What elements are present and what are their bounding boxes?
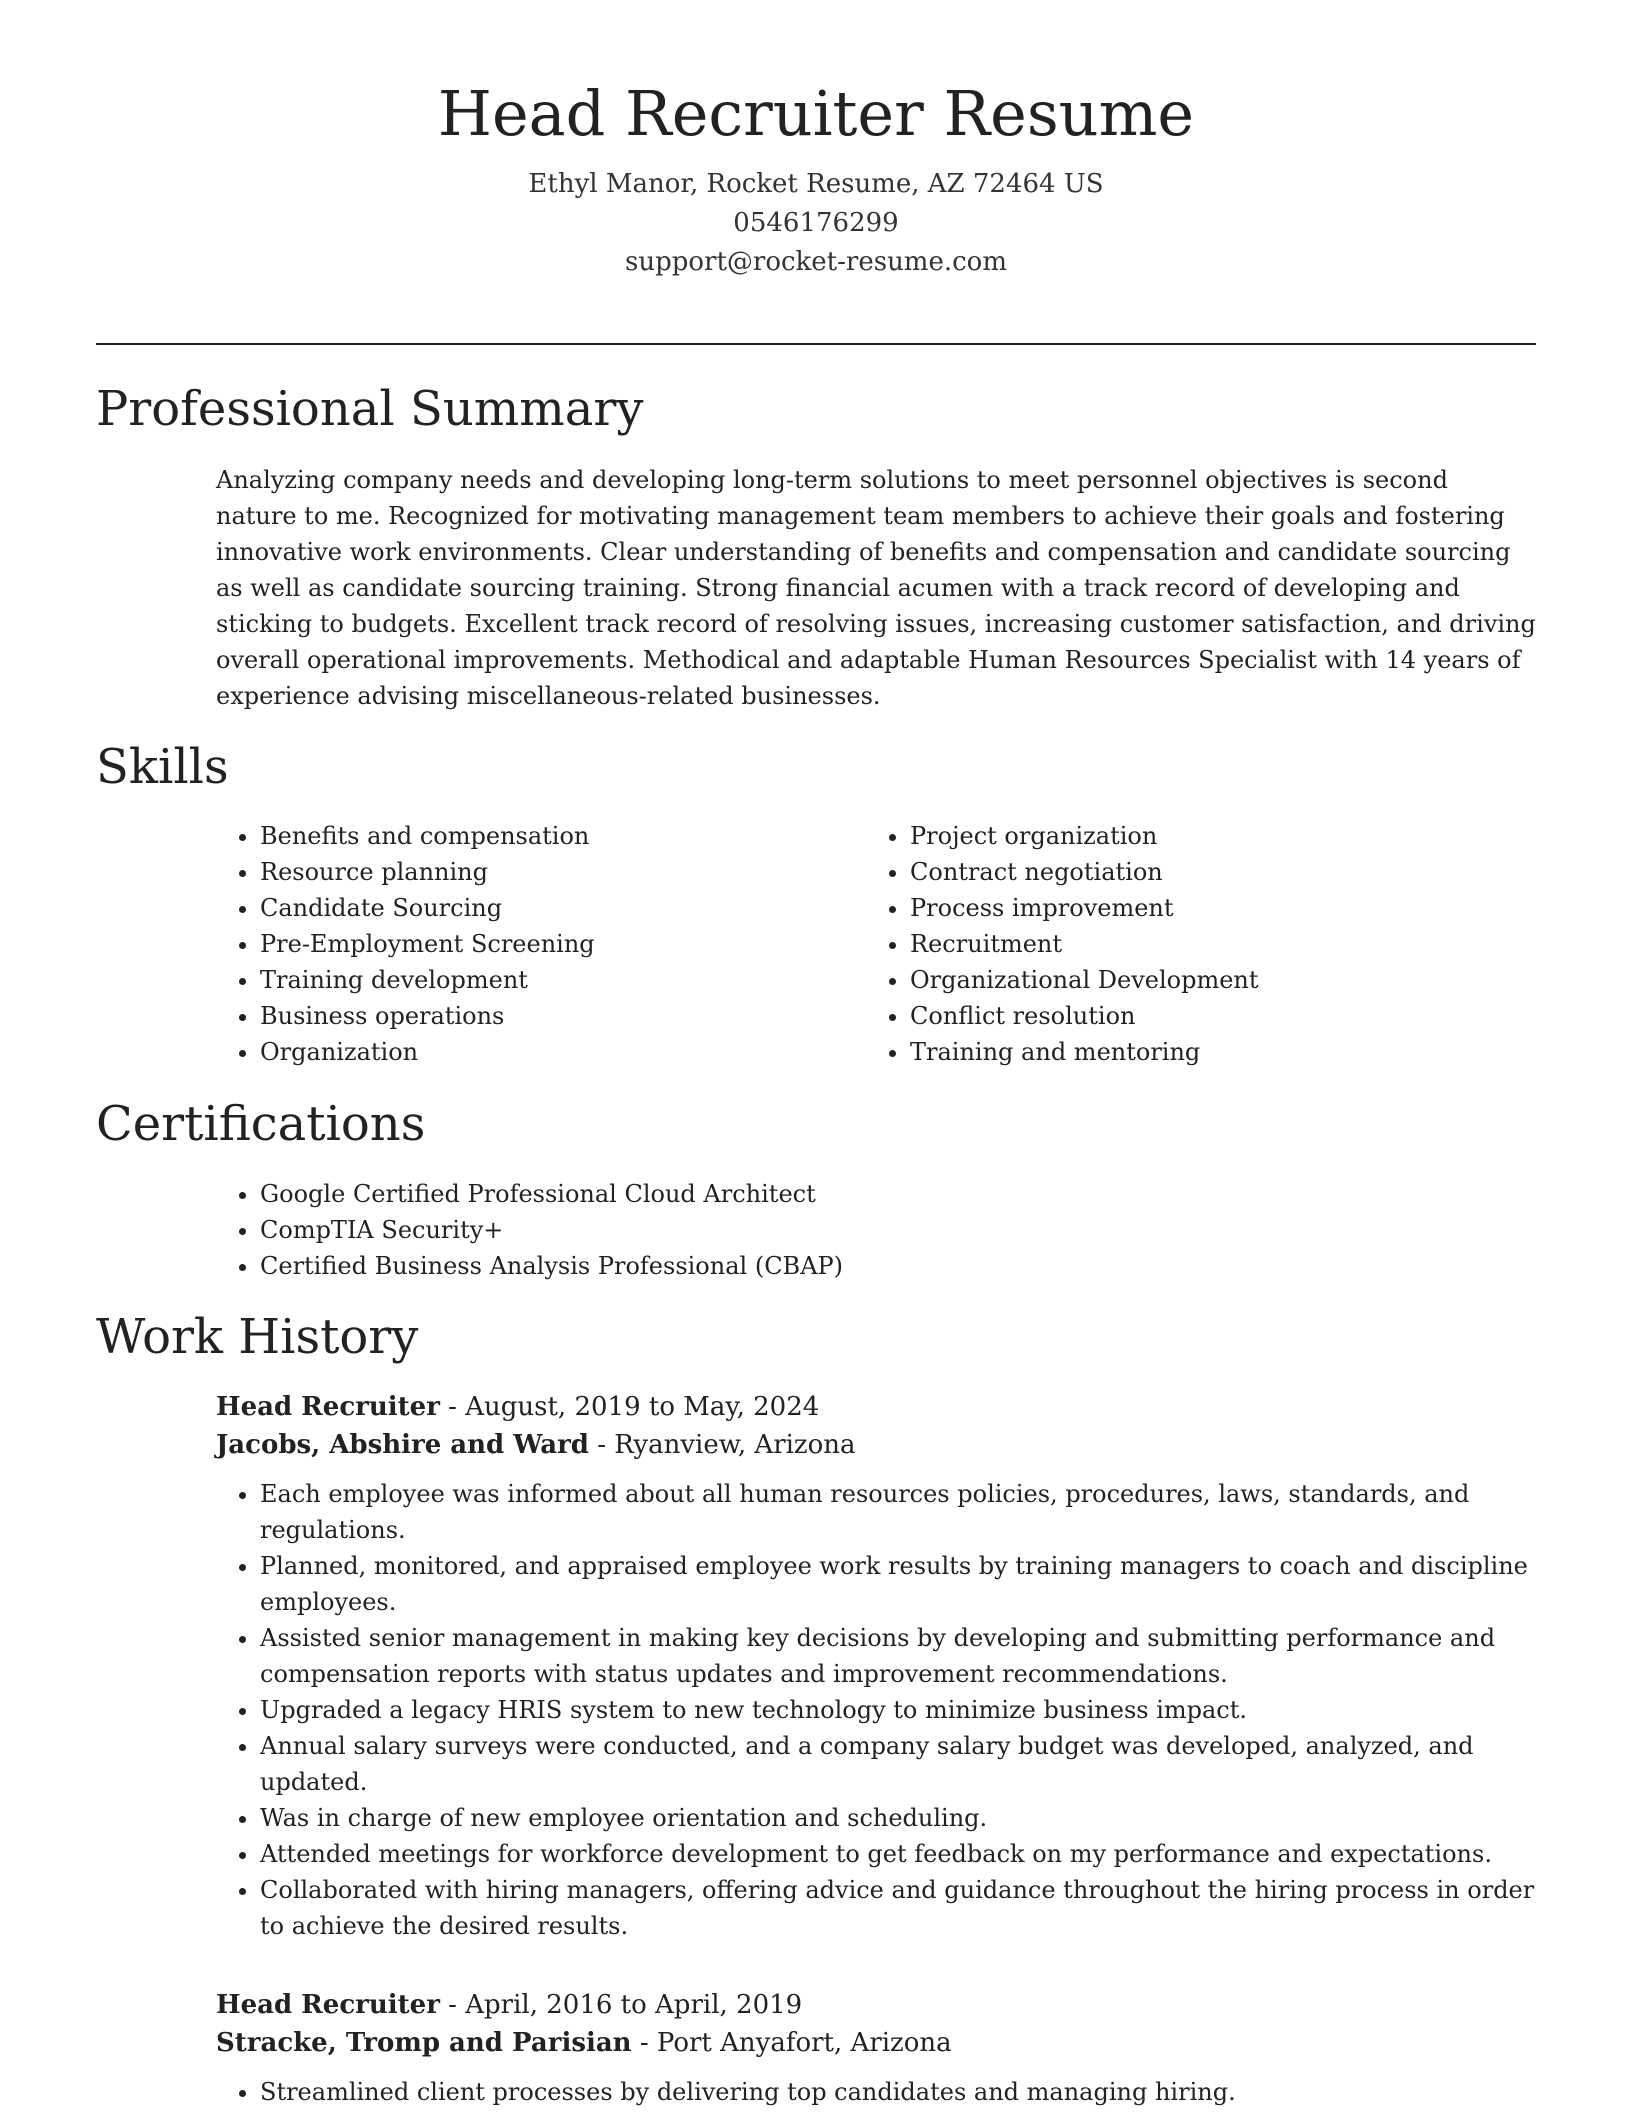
certification-item: • Google Certified Professional Cloud Architect [260,1176,1536,1212]
job-duty-item: • Was in charge of new employee orientation and scheduling. [260,1800,1536,1836]
header-divider [96,343,1536,345]
job-dates: - August, 2019 to May, 2024 [439,1392,820,1422]
job-entry [216,1388,1536,1944]
skill-item: • Conflict resolution [910,998,1516,1034]
job-duty-item: • Planned, monitored, and appraised employee work results by training managers to coach and discipline employees. [260,1548,1536,1620]
skill-item: • Benefits and compensation [260,818,866,854]
work-history-heading: Work History [96,1309,419,1365]
skills-column-left [216,818,866,1070]
skill-item: • Process improvement [910,890,1516,926]
skill-item: • Business operations [260,998,866,1034]
skill-item: • Organizational Development [910,962,1516,998]
job-duties [216,1476,1536,1944]
job-company: Jacobs, Abshire and Ward [216,1430,589,1460]
skill-item: • Project organization [910,818,1516,854]
job-entry [216,1986,1536,2110]
skills-heading: Skills [96,739,229,795]
contact-info [0,165,1632,282]
contact-address: Ethyl Manor, Rocket Resume, AZ 72464 US [528,169,1104,200]
resume-title: Head Recruiter Resume [437,77,1195,150]
certifications-list [216,1176,1536,1284]
job-duty-item: • Upgraded a legacy HRIS system to new technology to minimize business impact. [260,1692,1536,1728]
skill-item: • Pre-Employment Screening [260,926,866,962]
skill-item: • Resource planning [260,854,866,890]
job-duty-item: • Streamlined client processes by delivering top candidates and managing hiring. [260,2074,1536,2110]
job-company-line [216,1426,1536,1464]
resume-header [0,78,1632,282]
job-title: Head Recruiter [216,1990,440,2020]
skill-item: • Candidate Sourcing [260,890,866,926]
certification-item: • Certified Business Analysis Professional (CBAP) [260,1248,1536,1284]
job-duties [216,2074,1536,2110]
skills-column-right [866,818,1516,1070]
job-duty-item: • Each employee was informed about all human resources policies, procedures, laws, standards, and regulations. [260,1476,1536,1548]
contact-phone: 0546176299 [733,208,899,239]
job-duty-item: • Assisted senior management in making key decisions by developing and submitting performance and compensation reports with status updates and improvement recommendations. [260,1620,1536,1692]
job-title-line [216,1986,1536,2024]
job-duty-item: • Attended meetings for workforce development to get feedback on my performance and expectations. [260,1836,1536,1872]
job-title-line [216,1388,1536,1426]
job-company: Stracke, Tromp and Parisian [216,2028,632,2058]
job-title: Head Recruiter [216,1392,440,1422]
skill-item: • Organization [260,1034,866,1070]
job-location: - Ryanview, Arizona [588,1430,856,1460]
job-duty-item: • Collaborated with hiring managers, offering advice and guidance throughout the hiring process in order to achieve the desired results. [260,1872,1536,1944]
summary-heading: Professional Summary [96,381,644,437]
skill-item: • Training development [260,962,866,998]
job-location: - Port Anyafort, Arizona [631,2028,952,2058]
skill-item: • Recruitment [910,926,1516,962]
contact-email: support@rocket-resume.com [624,247,1007,278]
job-company-line [216,2024,1536,2062]
certification-item: • CompTIA Security+ [260,1212,1536,1248]
summary-text: Analyzing company needs and developing long-term solutions to meet personnel objectives is second nature to me. Recognized for motivating management team members to achieve their goals and fostering innovative work environments. Clear understanding of benefits and compensation and candidate sourcing as well as candidate sourcing training. Strong financial acumen with a track record of developing and sticking to budgets. Excellent track record of resolving issues, increasing customer satisfaction, and driving overall operational improvements. Methodical and adaptable Human Resources Specialist with 14 years of experience advising miscellaneous-related businesses. [216,466,1536,710]
certifications-heading: Certifications [96,1096,426,1152]
job-duty-item: • Annual salary surveys were conducted, and a company salary budget was developed, analyzed, and updated. [260,1728,1536,1800]
skill-item: • Contract negotiation [910,854,1516,890]
skill-item: • Training and mentoring [910,1034,1516,1070]
job-dates: - April, 2016 to April, 2019 [439,1990,803,2020]
